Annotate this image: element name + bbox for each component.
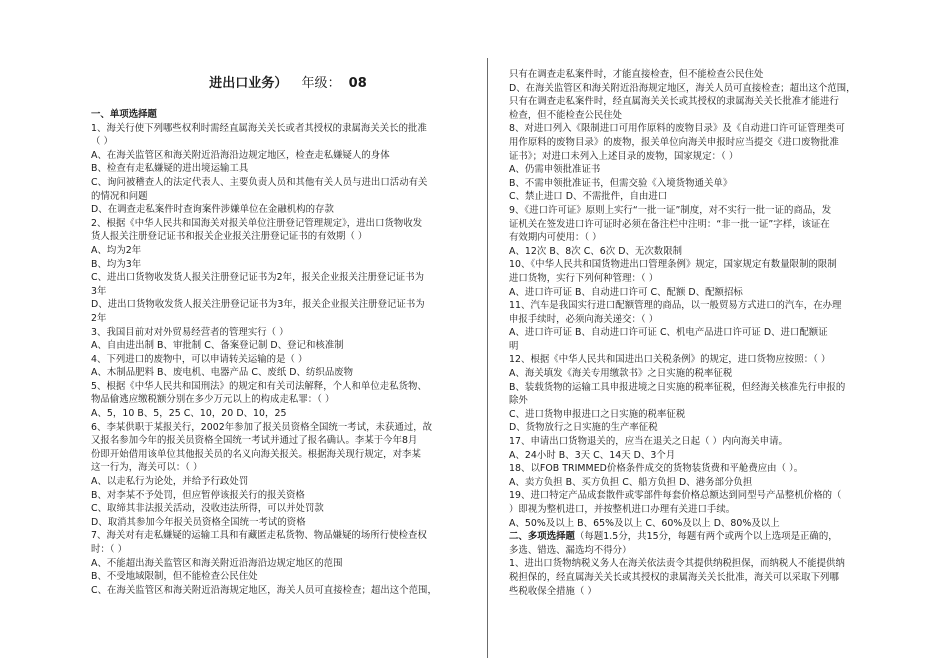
text-line: [509, 190, 879, 204]
line-text: B、装载货物的运输工具申报进境之日实施的税率征税，但经海关核准先行申报的: [509, 381, 846, 393]
text-line: [91, 407, 473, 421]
line-text: 多选、错选、漏选均不得分）: [509, 544, 632, 556]
line-text: C、询问被稽查人的法定代表人、主要负责人员和其他有关人员与进出口活动有关: [91, 176, 428, 188]
right-column-text: [509, 68, 879, 598]
text-line: [91, 176, 473, 190]
text-line: [91, 380, 473, 394]
text-line: [509, 204, 879, 218]
text-line: [91, 475, 473, 489]
line-text: A、卖方负担 B、买方负担 C、船方负担 D、港务部分负担: [509, 476, 753, 488]
text-line: [509, 136, 879, 150]
line-text: 只有在调查走私案件时，经直属海关关长或其授权的隶属海关关长批准才能进行: [509, 96, 839, 108]
line-text: B、均为3年: [91, 258, 142, 270]
line-text: 12、根据《中华人民共和国进出口关税条例》的规定，进口货物应按照：（ ）: [509, 354, 831, 366]
line-text: A、自由进出制 B、审批制 C、备案登记制 D、登记和核准制: [91, 340, 344, 352]
line-text: 8、对进口列入《限制进口可用作原料的废物目录》及《自动进口许可证管理类可: [509, 123, 845, 135]
line-text: 货人报关注册登记证书和报关企业报关注册登记证书的有效期（ ）: [91, 231, 368, 243]
text-line: [509, 462, 879, 476]
line-text: B、检查有走私嫌疑的进出境运输工具: [91, 163, 249, 175]
line-text: A、在海关监管区和海关附近沿海沿边规定地区，检查走私嫌疑人的身体: [91, 149, 390, 161]
line-text: A、均为2年: [91, 244, 142, 256]
text-line: [91, 529, 473, 543]
text-line: [91, 203, 473, 217]
line-text: 物品偷逃应缴税额分别在多少万元以上的构成走私罪：（ ）: [91, 394, 335, 406]
text-line: [509, 258, 879, 272]
line-text: B、不受地域限制，但不能检查公民住处: [91, 571, 258, 583]
line-text: 6、李某供职于某报关行，2002年参加了报关员资格全国统一考试，未获通过，故: [91, 421, 433, 433]
text-line: [509, 313, 879, 327]
line-text: 3年: [91, 285, 107, 297]
line-text: 只有在调查走私案件时，才能直接检查，但不能检查公民住处: [509, 69, 764, 80]
line-text: D、在海关监管区和海关附近沿海规定地区，海关人员可直接检查；超出这个范围，: [509, 82, 856, 94]
text-line: [91, 353, 473, 367]
line-text: 检查，但不能检查公民住处: [509, 109, 623, 121]
line-text: 2年: [91, 312, 107, 324]
line-text: A、不能超出海关监管区和海关附近沿海沿边规定地区的范围: [91, 557, 343, 569]
line-text: A、仍需申领批准证书: [509, 164, 601, 176]
text-line: [91, 393, 473, 407]
text-line: [509, 326, 879, 340]
text-line: [509, 150, 879, 164]
line-text: A、50%及以上 B、65%及以上 C、60%及以上 D、80%及以上: [509, 517, 780, 529]
text-line: [91, 122, 473, 136]
text-line: [91, 230, 473, 244]
section-heading: [509, 530, 879, 544]
text-line: [509, 557, 879, 571]
text-line: [509, 122, 879, 136]
text-line: [509, 381, 879, 395]
text-line: [91, 135, 473, 149]
line-text: 证书》；对进口未列入上述目录的废物，国家规定：（ ）: [509, 150, 739, 162]
section-note: （每题1.5分，共15分，每题有两个或两个以上选项是正确的，: [574, 531, 838, 543]
line-text: ）即视为整机进口，并按整机进口办理有关进口手续。: [509, 504, 736, 515]
text-line: [91, 570, 473, 584]
left-column-text: [91, 108, 473, 597]
text-line: [91, 516, 473, 530]
text-line: [91, 190, 473, 204]
line-text: C、在海关监管区和海关附近沿海规定地区，海关人员可直接检查；超出这个范围，: [91, 584, 437, 596]
line-text: 明: [509, 340, 519, 352]
text-line: [509, 177, 879, 191]
line-text: 除外: [509, 395, 528, 407]
text-line: [509, 218, 879, 232]
text-line: [509, 517, 879, 531]
text-line: [509, 571, 879, 585]
line-text: A、木制品肥料 B、废电机、电器产品 C、废纸 D、纺织品废物: [91, 367, 354, 379]
text-line: [509, 544, 879, 558]
text-line: [91, 584, 473, 598]
text-line: [91, 326, 473, 340]
text-line: [91, 285, 473, 299]
line-text: 2、根据《中华人民共和国海关对报关单位注册登记管理规定》，进出口货物收发: [91, 217, 423, 229]
text-line: [509, 353, 879, 367]
line-text: 一、单项选择题: [91, 109, 157, 120]
line-text: 有效期内可使用：（ ）: [509, 232, 602, 244]
line-text: 税担保的，经直属海关关长或其授权的隶属海关关长批准，海关可以采取下列哪: [509, 571, 839, 583]
line-text: 1、进出口货物纳税义务人在海关依法责令其提供纳税担保，而纳税人不能提供纳: [509, 558, 845, 570]
text-line: [91, 271, 473, 285]
text-line: [91, 557, 473, 571]
line-text: C、进出口货物收发货人报关注册登记证书为2年，报关企业报关注册登记证书为: [91, 272, 425, 284]
text-line: [91, 421, 473, 435]
text-line: [91, 149, 473, 163]
text-line: [509, 449, 879, 463]
line-text: 证机关在签发进口许可证时必须在备注栏中注明：“非一批一证”字样，该证在: [509, 218, 830, 230]
line-text: B、对李某不予处罚，但应暂停该报关行的报关资格: [91, 489, 305, 501]
line-text: 这一行为，海关可以：（ ）: [91, 462, 203, 474]
text-line: [509, 435, 879, 449]
text-line: [91, 312, 473, 326]
line-text: A、进口许可证 B、自动进口许可证 C、机电产品进口许可证 D、进口配额证: [509, 327, 828, 339]
line-text: 申报手续时，必须向海关递交：（ ）: [509, 313, 659, 325]
text-line: [91, 461, 473, 475]
document-title: [91, 76, 473, 92]
line-text: 1、海关行使下列哪些权利时需经直属海关关长或者其授权的隶属海关关长的批准: [91, 122, 427, 134]
line-text: 9、《进口许可证》原则上实行“一批一证”制度，对不实行一批一证的商品，发: [509, 204, 832, 216]
text-line: [509, 421, 879, 435]
line-text: A、海关填发《海关专用缴款书》之日实施的税率征税: [509, 368, 733, 380]
text-line: [509, 394, 879, 408]
line-text: B、不需申领批准证书，但需交验《入境货物通关单》: [509, 177, 733, 189]
line-text: A、12次 B、8次 C、6次 D、无次数限制: [509, 245, 683, 257]
line-text: C、进口货物申报进口之日实施的税率征税: [509, 408, 686, 420]
line-text: 10、《中华人民共和国货物进出口管理条例》规定，国家规定有数量限制的限制: [509, 259, 837, 271]
line-text: 4、下列进口的废物中，可以申请转关运输的是（ ）: [91, 353, 308, 365]
line-text: 17、申请出口货物退关的，应当在退关之日起（ ）内向海关申请。: [509, 436, 788, 448]
line-text: 用作原料的废物目录》的废物，报关单位向海关申报时应当提交《进口废物批准: [509, 136, 839, 148]
line-text: 18、以FOB TRIMMED价格条件成交的货物装货费和平舱费应由（ ）。: [509, 463, 804, 475]
text-line: [509, 272, 879, 286]
text-line: [509, 489, 879, 503]
text-line: [91, 502, 473, 516]
line-text: D、在调查走私案件时查询案件涉嫌单位在金融机构的存款: [91, 204, 334, 216]
text-line: [509, 340, 879, 354]
title-text: 进出口业务）: [209, 76, 288, 91]
line-text: A、24小时 B、3天 C、14天 D、3个月: [509, 449, 676, 461]
line-text: 19、进口特定产品成套散件或零部件每套价格总额达到同型号产品整机价格的（: [509, 490, 842, 502]
text-line: [91, 217, 473, 231]
line-text: 11、汽车是我国实行进口配额管理的商品，以一般贸易方式进口的汽车，在办理: [509, 300, 842, 312]
text-line: [91, 366, 473, 380]
text-line: [91, 339, 473, 353]
text-line: [91, 258, 473, 272]
line-text: D、进出口货物收发货人报关注册登记证书为3年，报关企业报关注册登记证书为: [91, 299, 425, 311]
line-text: 些税收保全措施（ ）: [509, 585, 597, 597]
right-column: [509, 0, 879, 658]
text-line: [509, 367, 879, 381]
left-column: [91, 0, 473, 658]
text-line: [509, 408, 879, 422]
grade-label: 年级：: [301, 76, 341, 91]
line-text: 份即开始借用该单位其他报关员的名义向海关报关。根据海关现行规定，对李某: [91, 448, 421, 460]
line-text: A、以走私行为论处，并给予行政处罚: [91, 476, 249, 488]
text-line: [509, 68, 879, 82]
line-text: 7、海关对有走私嫌疑的运输工具和有藏匿走私货物、物品嫌疑的场所行使检查权: [91, 530, 427, 542]
text-line: [91, 448, 473, 462]
text-line: [509, 95, 879, 109]
line-text: 二、多项选择题: [509, 531, 575, 543]
column-divider: [487, 58, 488, 658]
text-line: [91, 162, 473, 176]
line-text: A、进口许可证 B、自动进口许可 C、配额 D、配额招标: [509, 286, 743, 298]
text-line: [509, 231, 879, 245]
text-line: [91, 244, 473, 258]
text-line: [509, 585, 879, 599]
grade-value: 08: [348, 76, 367, 91]
line-text: D、取消其参加今年报关员资格全国统一考试的资格: [91, 516, 306, 528]
line-text: （ ）: [91, 136, 113, 148]
text-line: [509, 82, 879, 96]
text-line: [509, 286, 879, 300]
text-line: [91, 434, 473, 448]
text-line: [91, 298, 473, 312]
text-line: [91, 489, 473, 503]
text-line: [509, 163, 879, 177]
line-text: A、5，10 B、5，25 C、10，20 D、10，25: [91, 408, 287, 420]
text-line: [509, 503, 879, 517]
line-text: C、禁止进口 D、不需批件，自由进口: [509, 191, 668, 203]
text-line: [509, 299, 879, 313]
text-line: [509, 245, 879, 259]
text-line: [509, 109, 879, 123]
line-text: 3、我国目前对对外贸易经营者的管理实行（ ）: [91, 326, 289, 338]
line-text: 的情况和问题: [91, 190, 148, 202]
section-heading: [91, 108, 473, 122]
line-text: C、取缔其非法报关活动，没收违法所得，可以并处罚款: [91, 503, 324, 515]
line-text: D、货物放行之日实施的生产率征税: [509, 422, 658, 434]
text-line: [91, 543, 473, 557]
line-text: 5、根据《中华人民共和国刑法》的规定和有关司法解释，个人和单位走私货物、: [91, 380, 427, 392]
line-text: 时：（ ）: [91, 544, 128, 555]
line-text: 进口货物，实行下列何种管理：（ ）: [509, 272, 659, 284]
line-text: 又报名参加今年的报关员资格全国统一考试并通过了报名确认。李某于今年8月: [91, 435, 418, 447]
text-line: [509, 476, 879, 490]
